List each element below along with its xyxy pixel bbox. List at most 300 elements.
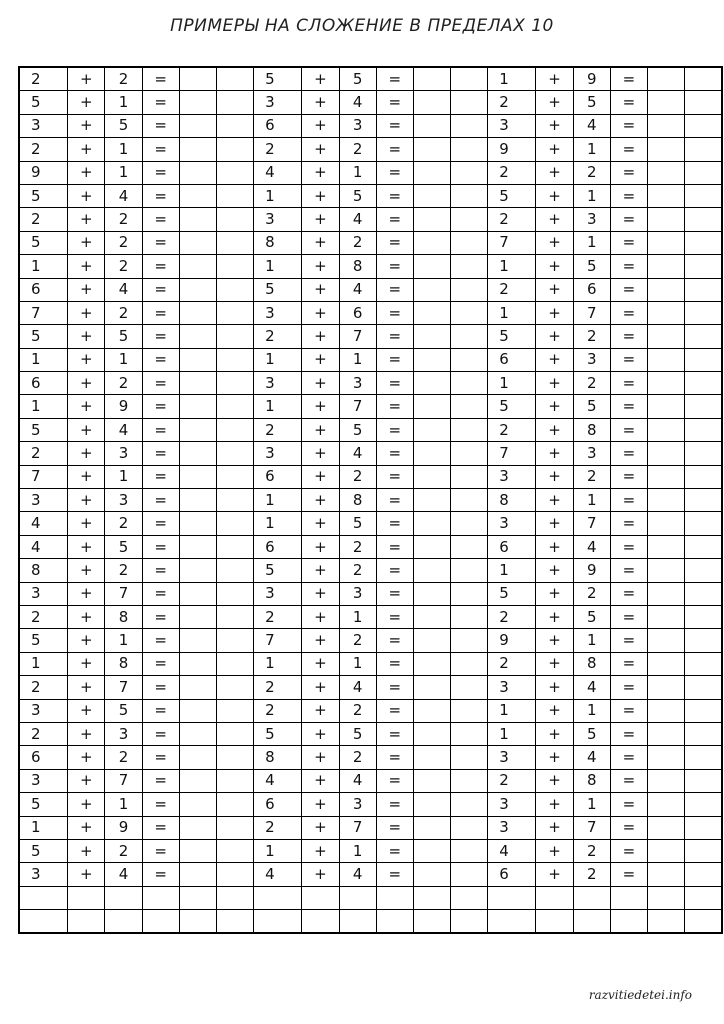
answer-cell[interactable] [685, 605, 723, 628]
answer-cell[interactable] [413, 582, 450, 605]
second-addend: 3 [573, 208, 610, 231]
first-addend: 4 [254, 863, 302, 886]
answer-cell[interactable] [451, 278, 488, 301]
plus-sign: + [302, 418, 339, 441]
answer-cell[interactable] [648, 372, 685, 395]
plus-sign: + [68, 161, 105, 184]
first-addend: 8 [254, 746, 302, 769]
equals-sign: = [376, 746, 413, 769]
second-addend: 2 [339, 629, 376, 652]
answer-cell[interactable] [685, 629, 723, 652]
answer-cell[interactable] [216, 301, 253, 324]
second-addend: 2 [573, 839, 610, 862]
answer-cell[interactable] [179, 489, 216, 512]
answer-cell[interactable] [413, 67, 450, 91]
second-addend: 2 [339, 231, 376, 254]
plus-sign: + [302, 184, 339, 207]
exercise-row [19, 114, 722, 137]
answer-cell[interactable] [413, 652, 450, 675]
answer-cell[interactable] [685, 816, 723, 839]
answer-cell[interactable] [685, 839, 723, 862]
answer-cell[interactable] [648, 278, 685, 301]
answer-cell[interactable] [179, 418, 216, 441]
answer-cell[interactable] [451, 91, 488, 114]
exercise-grid-body [19, 67, 722, 933]
first-addend: 5 [254, 559, 302, 582]
answer-cell[interactable] [413, 559, 450, 582]
empty-cell [19, 910, 68, 934]
answer-cell[interactable] [451, 348, 488, 371]
second-addend: 2 [573, 372, 610, 395]
answer-cell[interactable] [413, 746, 450, 769]
answer-cell[interactable] [451, 839, 488, 862]
plus-sign: + [302, 816, 339, 839]
answer-cell[interactable] [179, 652, 216, 675]
answer-cell[interactable] [216, 208, 253, 231]
answer-cell[interactable] [648, 442, 685, 465]
exercise-row [19, 629, 722, 652]
answer-cell[interactable] [413, 699, 450, 722]
first-addend: 2 [488, 91, 536, 114]
answer-cell[interactable] [648, 746, 685, 769]
answer-cell[interactable] [685, 161, 723, 184]
answer-cell[interactable] [685, 465, 723, 488]
answer-cell[interactable] [648, 722, 685, 745]
answer-cell[interactable] [648, 465, 685, 488]
answer-cell[interactable] [648, 489, 685, 512]
answer-cell[interactable] [216, 699, 253, 722]
answer-cell[interactable] [179, 465, 216, 488]
equals-sign: = [376, 114, 413, 137]
answer-cell[interactable] [413, 91, 450, 114]
equals-sign: = [142, 465, 179, 488]
answer-cell[interactable] [216, 582, 253, 605]
plus-sign: + [536, 395, 573, 418]
first-addend: 1 [19, 348, 68, 371]
equals-sign: = [142, 629, 179, 652]
answer-cell[interactable] [413, 465, 450, 488]
answer-cell[interactable] [179, 863, 216, 886]
answer-cell[interactable] [413, 605, 450, 628]
answer-cell[interactable] [413, 301, 450, 324]
answer-cell[interactable] [451, 722, 488, 745]
answer-cell[interactable] [685, 442, 723, 465]
answer-cell[interactable] [451, 582, 488, 605]
answer-cell[interactable] [179, 512, 216, 535]
empty-cell [610, 910, 647, 934]
answer-cell[interactable] [648, 652, 685, 675]
answer-cell[interactable] [451, 442, 488, 465]
second-addend: 7 [105, 676, 142, 699]
equals-sign: = [142, 839, 179, 862]
answer-cell[interactable] [451, 325, 488, 348]
second-addend: 2 [105, 559, 142, 582]
empty-cell [254, 886, 302, 909]
answer-cell[interactable] [413, 278, 450, 301]
plus-sign: + [302, 629, 339, 652]
first-addend: 3 [254, 91, 302, 114]
answer-cell[interactable] [685, 348, 723, 371]
answer-cell[interactable] [179, 676, 216, 699]
answer-cell[interactable] [179, 629, 216, 652]
answer-cell[interactable] [648, 839, 685, 862]
answer-cell[interactable] [216, 231, 253, 254]
answer-cell[interactable] [685, 208, 723, 231]
plus-sign: + [536, 161, 573, 184]
answer-cell[interactable] [413, 512, 450, 535]
plus-sign: + [536, 839, 573, 862]
answer-cell[interactable] [648, 325, 685, 348]
answer-cell[interactable] [648, 512, 685, 535]
second-addend: 3 [105, 442, 142, 465]
answer-cell[interactable] [179, 184, 216, 207]
answer-cell[interactable] [216, 746, 253, 769]
answer-cell[interactable] [216, 91, 253, 114]
answer-cell[interactable] [216, 114, 253, 137]
answer-cell[interactable] [216, 348, 253, 371]
second-addend: 7 [339, 325, 376, 348]
answer-cell[interactable] [216, 395, 253, 418]
equals-sign: = [142, 559, 179, 582]
first-addend: 2 [19, 208, 68, 231]
plus-sign: + [536, 301, 573, 324]
equals-sign: = [610, 746, 647, 769]
answer-cell[interactable] [648, 348, 685, 371]
answer-cell[interactable] [685, 138, 723, 161]
answer-cell[interactable] [648, 138, 685, 161]
answer-cell[interactable] [413, 769, 450, 792]
answer-cell[interactable] [413, 372, 450, 395]
answer-cell[interactable] [685, 582, 723, 605]
second-addend: 1 [339, 652, 376, 675]
answer-cell[interactable] [179, 231, 216, 254]
answer-cell[interactable] [451, 769, 488, 792]
answer-cell[interactable] [413, 793, 450, 816]
answer-cell[interactable] [179, 559, 216, 582]
answer-cell[interactable] [179, 278, 216, 301]
equals-sign: = [142, 793, 179, 816]
first-addend: 6 [488, 535, 536, 558]
equals-sign: = [142, 91, 179, 114]
answer-cell[interactable] [648, 255, 685, 278]
answer-cell[interactable] [451, 559, 488, 582]
second-addend: 3 [105, 489, 142, 512]
first-addend: 2 [254, 816, 302, 839]
answer-cell[interactable] [413, 839, 450, 862]
answer-cell[interactable] [179, 91, 216, 114]
answer-cell[interactable] [216, 372, 253, 395]
answer-cell[interactable] [216, 839, 253, 862]
plus-sign: + [302, 535, 339, 558]
equals-sign: = [376, 418, 413, 441]
plus-sign: + [302, 746, 339, 769]
answer-cell[interactable] [648, 231, 685, 254]
answer-cell[interactable] [451, 138, 488, 161]
answer-cell[interactable] [179, 395, 216, 418]
answer-cell[interactable] [179, 839, 216, 862]
answer-cell[interactable] [179, 769, 216, 792]
answer-cell[interactable] [685, 676, 723, 699]
equals-sign: = [142, 535, 179, 558]
second-addend: 1 [573, 184, 610, 207]
answer-cell[interactable] [216, 418, 253, 441]
answer-cell[interactable] [685, 278, 723, 301]
answer-cell[interactable] [685, 699, 723, 722]
answer-cell[interactable] [451, 114, 488, 137]
answer-cell[interactable] [685, 489, 723, 512]
answer-cell[interactable] [648, 769, 685, 792]
second-addend: 2 [339, 559, 376, 582]
answer-cell[interactable] [451, 652, 488, 675]
answer-cell[interactable] [685, 301, 723, 324]
answer-cell[interactable] [685, 746, 723, 769]
second-addend: 4 [573, 114, 610, 137]
answer-cell[interactable] [216, 489, 253, 512]
answer-cell[interactable] [685, 652, 723, 675]
equals-sign: = [142, 722, 179, 745]
answer-cell[interactable] [685, 512, 723, 535]
answer-cell[interactable] [413, 395, 450, 418]
answer-cell[interactable] [413, 442, 450, 465]
answer-cell[interactable] [685, 863, 723, 886]
answer-cell[interactable] [413, 231, 450, 254]
answer-cell[interactable] [179, 816, 216, 839]
answer-cell[interactable] [451, 489, 488, 512]
answer-cell[interactable] [216, 676, 253, 699]
answer-cell[interactable] [179, 372, 216, 395]
first-addend: 3 [19, 769, 68, 792]
plus-sign: + [536, 372, 573, 395]
plus-sign: + [68, 605, 105, 628]
answer-cell[interactable] [216, 535, 253, 558]
answer-cell[interactable] [451, 418, 488, 441]
answer-cell[interactable] [179, 138, 216, 161]
answer-cell[interactable] [648, 395, 685, 418]
plus-sign: + [302, 605, 339, 628]
empty-cell [451, 910, 488, 934]
answer-cell[interactable] [413, 348, 450, 371]
answer-cell[interactable] [648, 793, 685, 816]
answer-cell[interactable] [451, 699, 488, 722]
answer-cell[interactable] [648, 582, 685, 605]
equals-sign: = [610, 184, 647, 207]
first-addend: 2 [254, 138, 302, 161]
answer-cell[interactable] [179, 699, 216, 722]
plus-sign: + [536, 699, 573, 722]
answer-cell[interactable] [451, 629, 488, 652]
answer-cell[interactable] [685, 395, 723, 418]
answer-cell[interactable] [451, 512, 488, 535]
answer-cell[interactable] [685, 722, 723, 745]
answer-cell[interactable] [685, 91, 723, 114]
second-addend: 2 [573, 582, 610, 605]
answer-cell[interactable] [685, 255, 723, 278]
first-addend: 2 [254, 418, 302, 441]
answer-cell[interactable] [216, 255, 253, 278]
answer-cell[interactable] [451, 231, 488, 254]
answer-cell[interactable] [685, 67, 723, 91]
equals-sign: = [376, 839, 413, 862]
plus-sign: + [536, 231, 573, 254]
answer-cell[interactable] [685, 793, 723, 816]
equals-sign: = [142, 582, 179, 605]
answer-cell[interactable] [216, 863, 253, 886]
answer-cell[interactable] [413, 863, 450, 886]
answer-cell[interactable] [179, 255, 216, 278]
answer-cell[interactable] [413, 722, 450, 745]
answer-cell[interactable] [451, 184, 488, 207]
answer-cell[interactable] [451, 161, 488, 184]
answer-cell[interactable] [216, 138, 253, 161]
answer-cell[interactable] [648, 559, 685, 582]
answer-cell[interactable] [648, 91, 685, 114]
answer-cell[interactable] [451, 395, 488, 418]
answer-cell[interactable] [179, 348, 216, 371]
answer-cell[interactable] [648, 676, 685, 699]
answer-cell[interactable] [216, 325, 253, 348]
exercise-row [19, 442, 722, 465]
answer-cell[interactable] [179, 746, 216, 769]
plus-sign: + [68, 535, 105, 558]
answer-cell[interactable] [648, 535, 685, 558]
first-addend: 1 [19, 652, 68, 675]
exercise-row [19, 605, 722, 628]
exercise-row [19, 325, 722, 348]
answer-cell[interactable] [179, 442, 216, 465]
equals-sign: = [610, 489, 647, 512]
first-addend: 5 [488, 395, 536, 418]
answer-cell[interactable] [216, 161, 253, 184]
answer-cell[interactable] [216, 629, 253, 652]
answer-cell[interactable] [413, 325, 450, 348]
empty-cell [302, 910, 339, 934]
answer-cell[interactable] [685, 372, 723, 395]
answer-cell[interactable] [413, 255, 450, 278]
answer-cell[interactable] [413, 629, 450, 652]
answer-cell[interactable] [413, 816, 450, 839]
equals-sign: = [376, 138, 413, 161]
answer-cell[interactable] [179, 535, 216, 558]
answer-cell[interactable] [179, 161, 216, 184]
second-addend: 8 [339, 489, 376, 512]
answer-cell[interactable] [648, 699, 685, 722]
answer-cell[interactable] [216, 793, 253, 816]
answer-cell[interactable] [451, 255, 488, 278]
answer-cell[interactable] [685, 184, 723, 207]
answer-cell[interactable] [648, 605, 685, 628]
answer-cell[interactable] [216, 184, 253, 207]
answer-cell[interactable] [685, 114, 723, 137]
plus-sign: + [302, 652, 339, 675]
answer-cell[interactable] [216, 559, 253, 582]
answer-cell[interactable] [179, 301, 216, 324]
answer-cell[interactable] [648, 184, 685, 207]
answer-cell[interactable] [179, 582, 216, 605]
answer-cell[interactable] [413, 418, 450, 441]
first-addend: 7 [19, 301, 68, 324]
answer-cell[interactable] [216, 652, 253, 675]
answer-cell[interactable] [413, 208, 450, 231]
second-addend: 7 [105, 769, 142, 792]
answer-cell[interactable] [179, 208, 216, 231]
answer-cell[interactable] [216, 442, 253, 465]
answer-cell[interactable] [648, 208, 685, 231]
answer-cell[interactable] [648, 863, 685, 886]
answer-cell[interactable] [648, 67, 685, 91]
answer-cell[interactable] [179, 325, 216, 348]
first-addend: 2 [488, 605, 536, 628]
answer-cell[interactable] [648, 301, 685, 324]
answer-cell[interactable] [451, 816, 488, 839]
answer-cell[interactable] [216, 769, 253, 792]
answer-cell[interactable] [451, 465, 488, 488]
answer-cell[interactable] [451, 746, 488, 769]
answer-cell[interactable] [648, 629, 685, 652]
answer-cell[interactable] [451, 605, 488, 628]
answer-cell[interactable] [685, 535, 723, 558]
exercise-row [19, 231, 722, 254]
answer-cell[interactable] [648, 161, 685, 184]
answer-cell[interactable] [216, 722, 253, 745]
answer-cell[interactable] [179, 793, 216, 816]
answer-cell[interactable] [648, 114, 685, 137]
answer-cell[interactable] [685, 325, 723, 348]
second-addend: 2 [339, 465, 376, 488]
answer-cell[interactable] [685, 418, 723, 441]
equals-sign: = [142, 301, 179, 324]
answer-cell[interactable] [451, 535, 488, 558]
answer-cell[interactable] [648, 418, 685, 441]
answer-cell[interactable] [685, 231, 723, 254]
answer-cell[interactable] [179, 605, 216, 628]
answer-cell[interactable] [685, 769, 723, 792]
second-addend: 4 [105, 184, 142, 207]
answer-cell[interactable] [179, 722, 216, 745]
answer-cell[interactable] [216, 816, 253, 839]
answer-cell[interactable] [216, 605, 253, 628]
empty-cell [19, 886, 68, 909]
answer-cell[interactable] [451, 301, 488, 324]
answer-cell[interactable] [216, 465, 253, 488]
answer-cell[interactable] [413, 161, 450, 184]
answer-cell[interactable] [413, 184, 450, 207]
answer-cell[interactable] [685, 559, 723, 582]
answer-cell[interactable] [216, 67, 253, 91]
equals-sign: = [142, 348, 179, 371]
answer-cell[interactable] [216, 512, 253, 535]
answer-cell[interactable] [216, 278, 253, 301]
answer-cell[interactable] [451, 208, 488, 231]
answer-cell[interactable] [179, 114, 216, 137]
answer-cell[interactable] [451, 863, 488, 886]
answer-cell[interactable] [451, 676, 488, 699]
answer-cell[interactable] [451, 793, 488, 816]
answer-cell[interactable] [413, 489, 450, 512]
answer-cell[interactable] [648, 816, 685, 839]
answer-cell[interactable] [413, 535, 450, 558]
equals-sign: = [376, 184, 413, 207]
answer-cell[interactable] [451, 67, 488, 91]
answer-cell[interactable] [413, 138, 450, 161]
answer-cell[interactable] [451, 372, 488, 395]
answer-cell[interactable] [179, 67, 216, 91]
second-addend: 2 [105, 208, 142, 231]
answer-cell[interactable] [413, 114, 450, 137]
equals-sign: = [142, 114, 179, 137]
plus-sign: + [302, 793, 339, 816]
equals-sign: = [376, 535, 413, 558]
answer-cell[interactable] [413, 676, 450, 699]
